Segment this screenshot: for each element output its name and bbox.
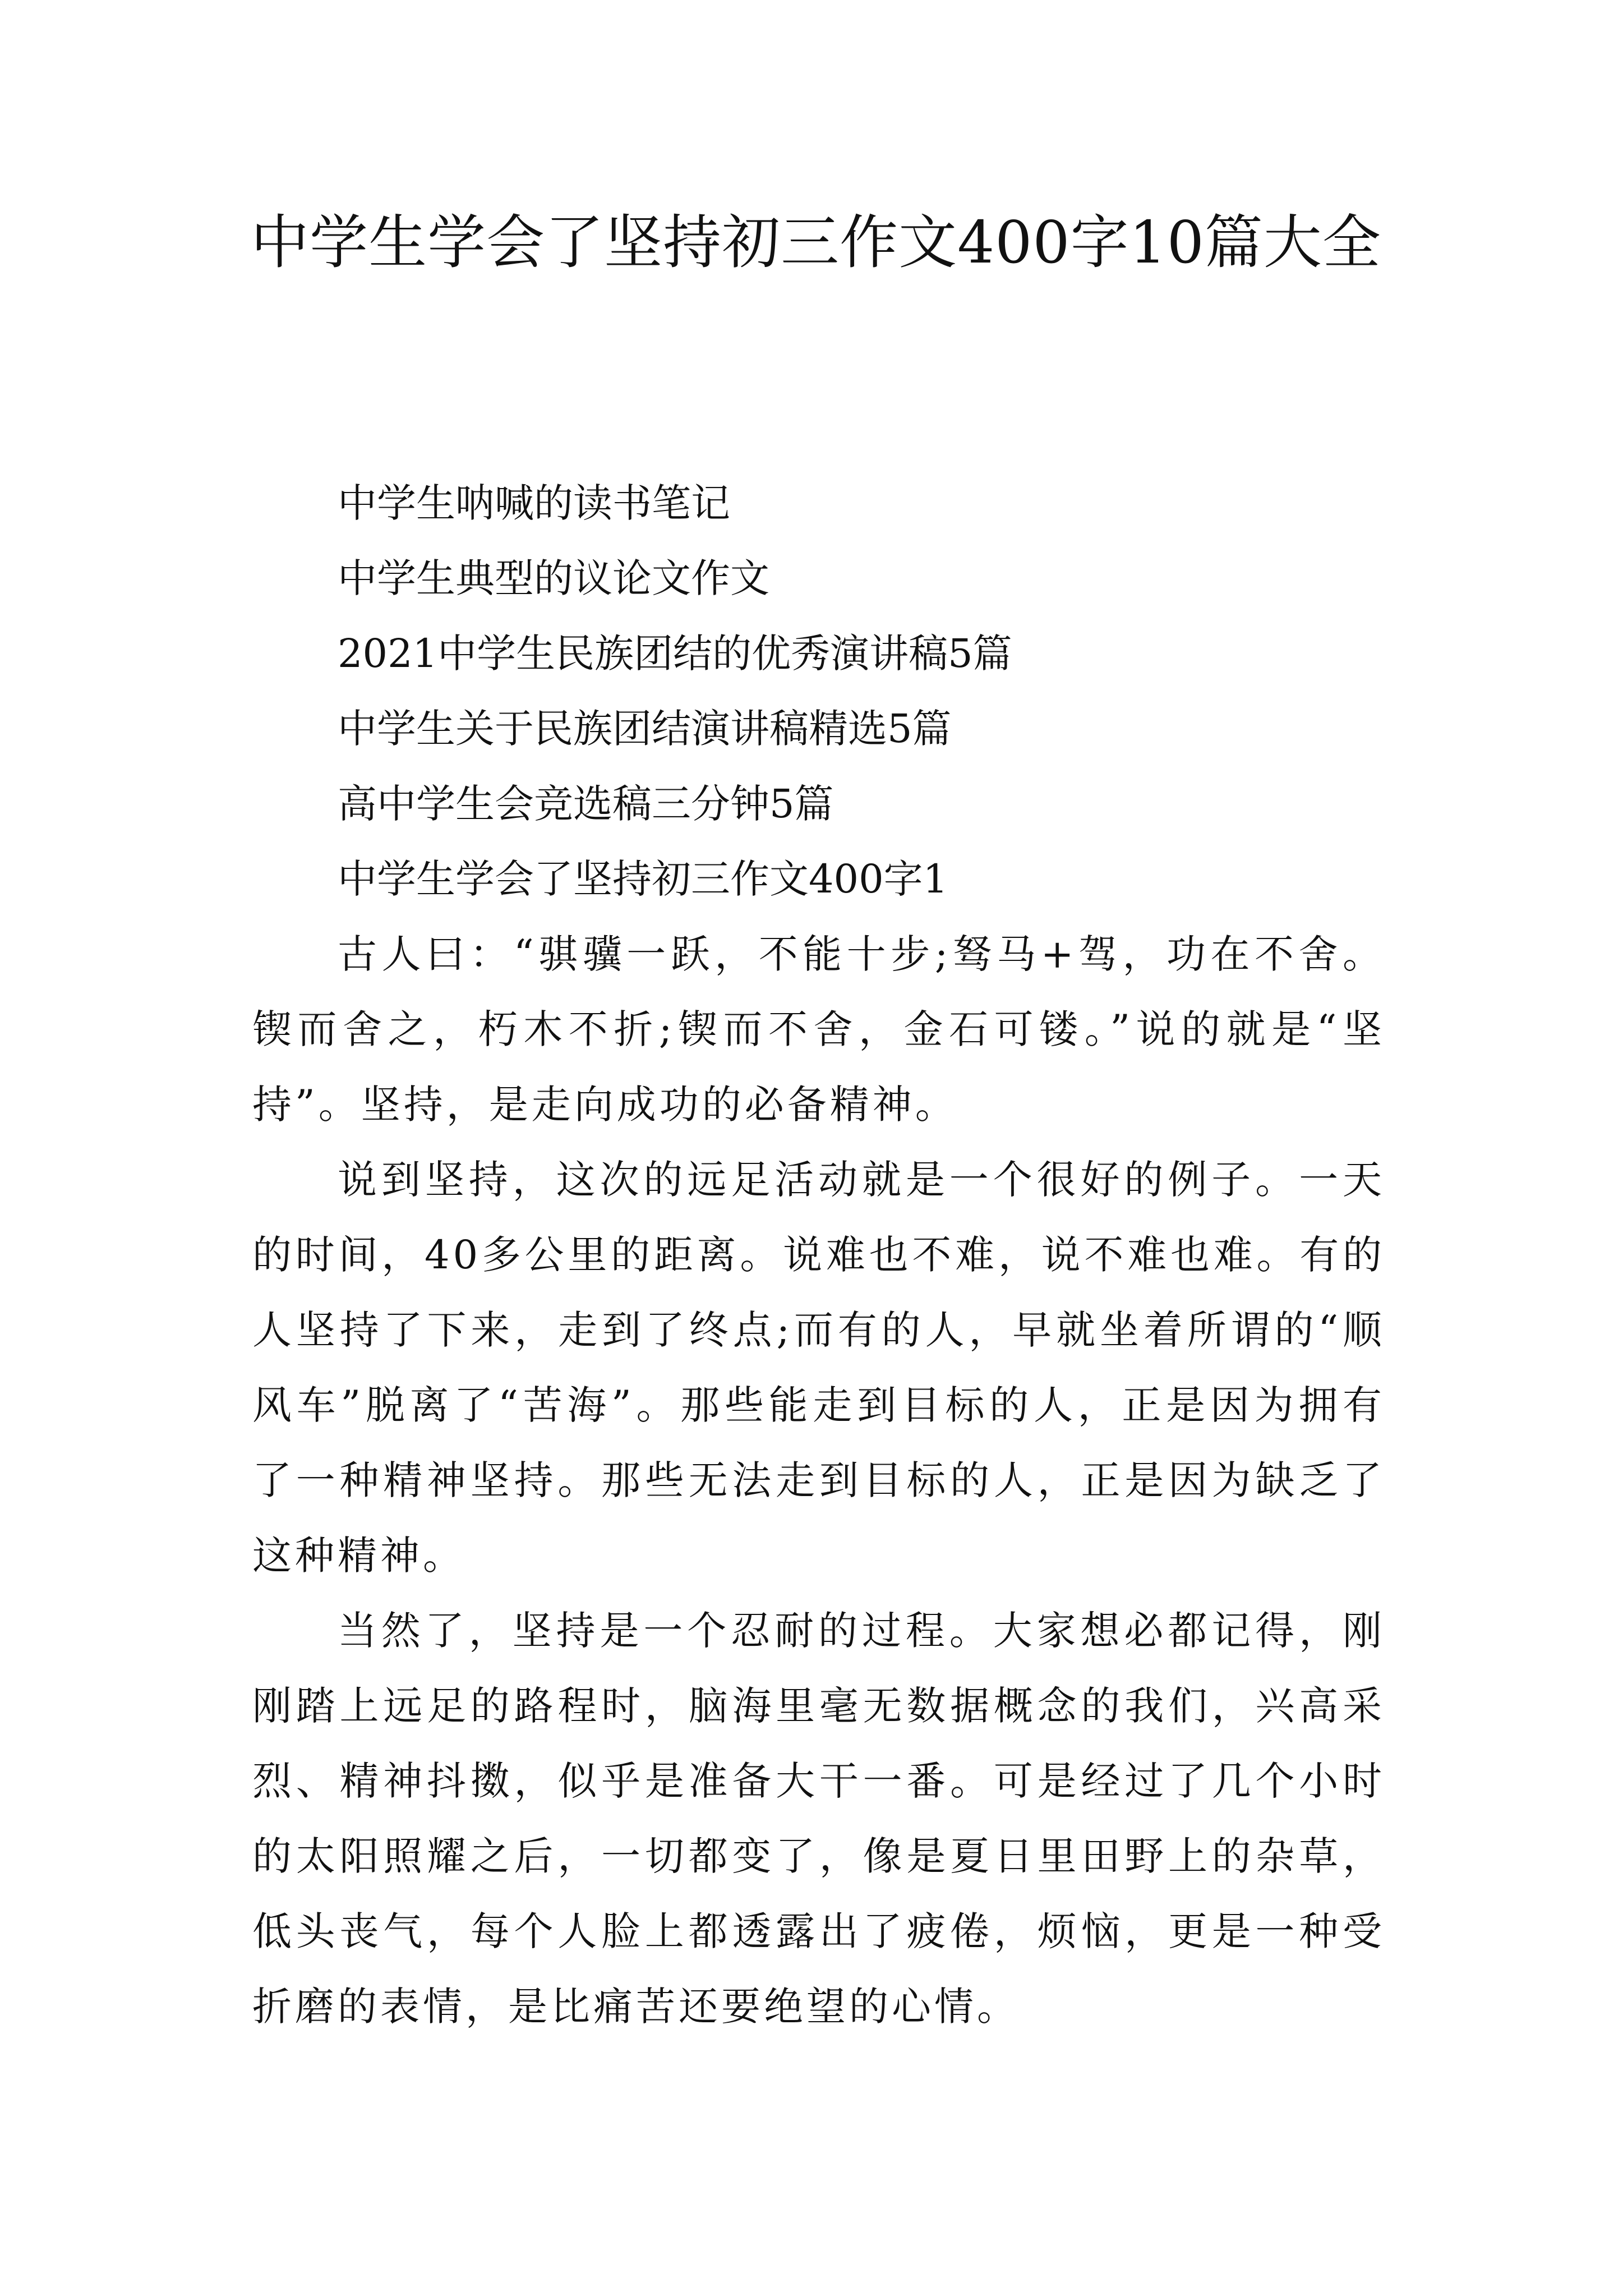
- toc-item: 中学生典型的议论文作文: [338, 555, 769, 601]
- toc-item: 中学生学会了坚持初三作文400字1: [338, 856, 948, 902]
- document-title: 中学生学会了坚持初三作文400字10篇大全: [251, 208, 1381, 277]
- document-body: [252, 466, 1385, 2044]
- toc-item: 高中学生会竞选稿三分钟5篇: [338, 781, 834, 827]
- toc-item: 中学生关于民族团结演讲稿精选5篇: [338, 706, 952, 752]
- body-paragraph: 当然了，坚持是一个忍耐的过程。大家想必都记得，刚刚踏上远足的路程时，脑海里毫无数据概念的我们，兴高采烈、精神抖擞，似乎是准备大干一番。可是经过了几个小时的太阳照耀之后，一切都变了，像是夏日里田野上的杂草，低头丧气，每个人脸上都透露出了疲倦，烦恼，更是一种受折磨的表情，是比痛苦还要绝望的心情。: [252, 1608, 1385, 2030]
- toc-item: 中学生呐喊的读书笔记: [338, 480, 730, 526]
- toc-item: 2021中学生民族团结的优秀演讲稿5篇: [338, 631, 1012, 677]
- body-paragraph: 古人曰：“骐骥一跃，不能十步;驽马+驾，功在不舍。锲而舍之，朽木不折;锲而不舍，金石可镂。”说的就是“坚持”。坚持，是走向成功的必备精神。: [252, 931, 1385, 1128]
- body-paragraph: 说到坚持，这次的远足活动就是一个很好的例子。一天的时间，40多公里的距离。说难也不难，说不难也难。有的人坚持了下来，走到了终点;而有的人，早就坐着所谓的“顺风车”脱离了“苦海”。那些能走到目标的人，正是因为拥有了一种精神坚持。那些无法走到目标的人，正是因为缺乏了这种精神。: [252, 1157, 1385, 1579]
